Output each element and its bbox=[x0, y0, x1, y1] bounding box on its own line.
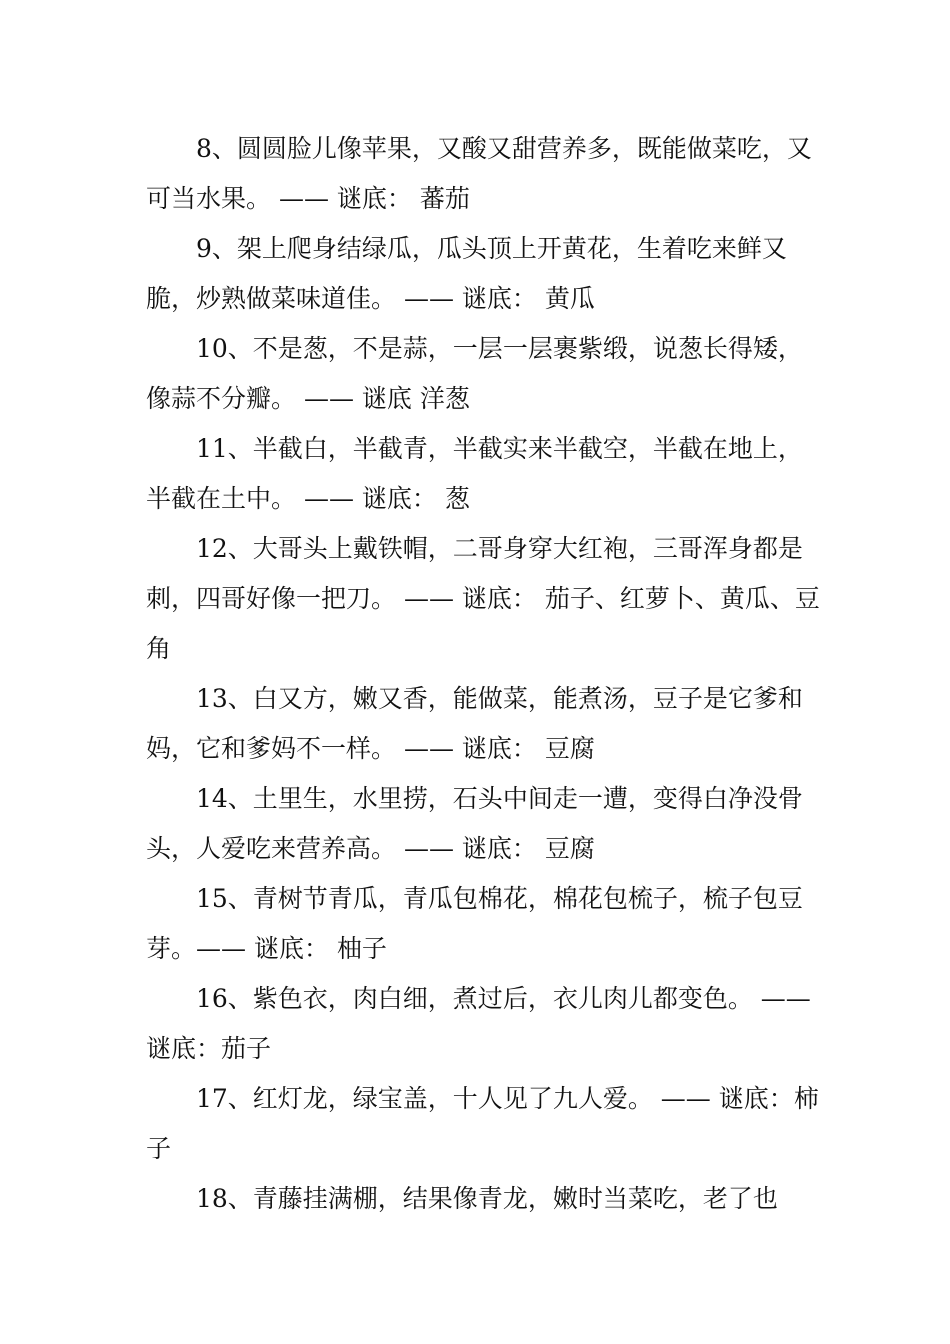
riddle-list bbox=[146, 124, 826, 1224]
riddle-13: 13、白又方，嫩又香，能做菜，能煮汤，豆子是它爹和妈，它和爹妈不一样。 —— 谜底： 豆腐 bbox=[146, 684, 803, 763]
riddle-16: 16、紫色衣，肉白细，煮过后，衣儿肉儿都变色。 —— 谜底：茄子 bbox=[146, 984, 819, 1063]
riddle-15: 15、青树节青瓜，青瓜包棉花，棉花包梳子，梳子包豆芽。—— 谜底： 柚子 bbox=[146, 884, 803, 963]
riddle-14: 14、土里生，水里捞，石头中间走一遭，变得白净没骨头，人爱吃来营养高。 —— 谜底： 豆腐 bbox=[146, 784, 803, 863]
riddle-10: 10、不是葱，不是蒜，一层一层裹紫缎，说葱长得矮，像蒜不分瓣。 —— 谜底 洋葱 bbox=[146, 334, 803, 413]
riddle-12: 12、大哥头上戴铁帽，二哥身穿大红袍，三哥浑身都是刺，四哥好像一把刀。 —— 谜底： 茄子、红萝卜、黄瓜、豆角 bbox=[146, 534, 820, 663]
riddle-11: 11、半截白，半截青，半截实来半截空，半截在地上，半截在土中。 —— 谜底： 葱 bbox=[146, 434, 803, 513]
riddle-9: 9、架上爬身结绿瓜，瓜头顶上开黄花，生着吃来鲜又脆，炒熟做菜味道佳。 —— 谜底： 黄瓜 bbox=[146, 234, 787, 313]
riddle-17: 17、红灯龙，绿宝盖，十人见了九人爱。 —— 谜底：柿子 bbox=[146, 1084, 819, 1163]
riddle-8: 8、圆圆脸儿像苹果，又酸又甜营养多，既能做菜吃，又可当水果。 —— 谜底： 蕃茄 bbox=[146, 134, 812, 213]
riddle-18: 18、青藤挂满棚，结果像青龙，嫩时当菜吃，老了也 bbox=[196, 1184, 778, 1213]
